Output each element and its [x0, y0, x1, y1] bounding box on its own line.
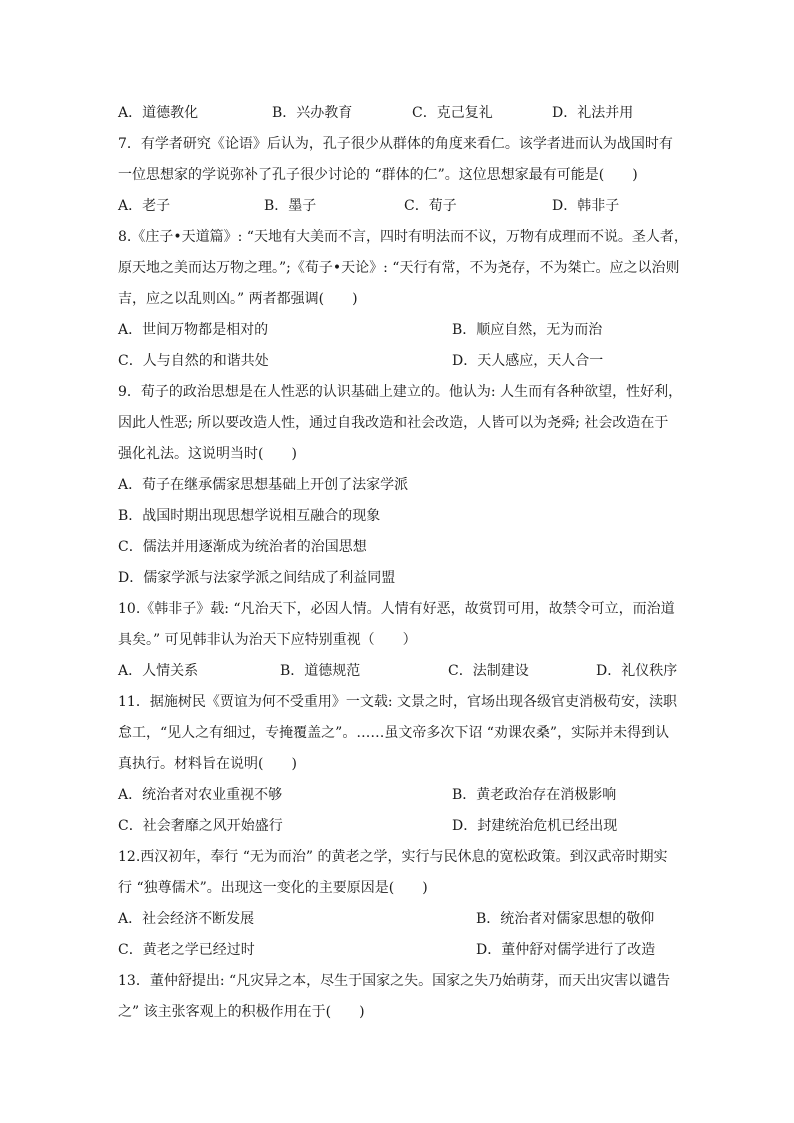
q9-stem-line-2: 因此人性恶; 所以要改造人性，通过自我改造和社会改造，人皆可以为尧舜; 社会改造在于 [118, 415, 669, 431]
q10-option-b: B．道德规范 [280, 663, 361, 679]
q9-option-a: A．荀子在继承儒家思想基础上开创了法家学派 [118, 477, 409, 493]
q7-option-a: A．老子 [118, 198, 171, 214]
q9-option-d: D．儒家学派与法家学派之间结成了利益同盟 [118, 570, 396, 586]
q10-stem-line-1: 10.《韩非子》载: “凡治天下，必因人情。人情有好恶，故赏罚可用，故禁令可立，而治道 [118, 601, 675, 617]
q8-option-c: C．人与自然的和谐共处 [118, 353, 269, 369]
q6-option-d: D．礼法并用 [552, 105, 634, 121]
q13-stem-line-1: 13．董仲舒提出: “凡灾异之本，尽生于国家之失。国家之失乃始萌芽，而天出灾害以谴告 [118, 973, 671, 989]
q7-stem-line-1: 7．有学者研究《论语》后认为，孔子很少从群体的角度来看仁。该学者进而认为战国时有 [118, 136, 673, 152]
q8-option-b: B．顺应自然，无为而治 [452, 322, 603, 338]
q8-option-a: A．世间万物都是相对的 [118, 322, 269, 338]
q11-option-d: D．封建统治危机已经出现 [452, 818, 618, 834]
q12-option-d: D．董仲舒对儒学进行了改造 [476, 942, 656, 958]
q9-option-b: B．战国时期出现思想学说相互融合的现象 [118, 508, 381, 524]
q6-option-a: A．道德教化 [118, 105, 199, 121]
q8-option-d: D．天人感应，天人合一 [452, 353, 604, 369]
q12-stem-line-2: 行 “独尊儒术”。出现这一变化的主要原因是( ) [118, 880, 428, 896]
q11-option-c: C．社会奢靡之风开始盛行 [118, 818, 283, 834]
q13-stem-line-2: 之” 该主张客观上的积极作用在于( ) [118, 1004, 365, 1020]
q11-option-a: A．统治者对农业重视不够 [118, 787, 283, 803]
q6-option-b: B．兴办教育 [272, 105, 353, 121]
q6-option-c: C．克己复礼 [412, 105, 493, 121]
q10-option-c: C．法制建设 [448, 663, 529, 679]
q7-option-b: B．墨子 [264, 198, 317, 214]
q11-stem-line-1: 11．据施树民《贾谊为何不受重用》一文载: 文景之时，官场出现各级官吏消极苟安，渎职 [118, 694, 677, 710]
q7-stem-line-2: 一位思想家的学说弥补了孔子很少讨论的 “群体的仁”。这位思想家最有可能是( ) [118, 167, 638, 183]
q9-option-c: C．儒法并用逐渐成为统治者的治国思想 [118, 539, 367, 555]
q12-option-c: C．黄老之学已经过时 [118, 942, 255, 958]
q8-stem-line-1: 8.《庄子•天道篇》: “天地有大美而不言，四时有明法而不议，万物有成理而不说。圣人者， [118, 229, 688, 245]
q12-option-a: A．社会经济不断发展 [118, 911, 255, 927]
q8-stem-line-2: 原天地之美而达万物之理。”;《荀子•天论》: “天行有常，不为尧存，不为桀亡。应之以治则 [118, 260, 680, 276]
q11-stem-line-3: 真执行。材料旨在说明( ) [118, 756, 297, 772]
q7-option-d: D．韩非子 [552, 198, 620, 214]
q9-stem-line-3: 强化礼法。这说明当时( ) [118, 446, 297, 462]
q8-stem-line-3: 吉，应之以乱则凶。” 两者都强调( ) [118, 291, 358, 307]
q10-stem-line-2: 具矣。” 可见韩非认为治天下应特别重视（ ） [118, 632, 417, 648]
q11-stem-line-2: 怠工，“见人之有细过，专掩覆盖之”。……虽文帝多次下诏 “劝课农桑”，实际并未得到认 [118, 725, 670, 741]
q10-option-d: D．礼仪秩序 [596, 663, 678, 679]
q10-option-a: A．人情关系 [118, 663, 199, 679]
q9-stem-line-1: 9．荀子的政治思想是在人性恶的认识基础上建立的。他认为: 人生而有各种欲望，性好利， [118, 384, 683, 400]
q12-stem-line-1: 12.西汉初年，奉行 “无为而治” 的黄老之学，实行与民休息的宽松政策。到汉武帝时期实 [118, 849, 668, 865]
q7-option-c: C．荀子 [404, 198, 457, 214]
q12-option-b: B．统治者对儒家思想的敬仰 [476, 911, 655, 927]
q11-option-b: B．黄老政治存在消极影响 [452, 787, 617, 803]
